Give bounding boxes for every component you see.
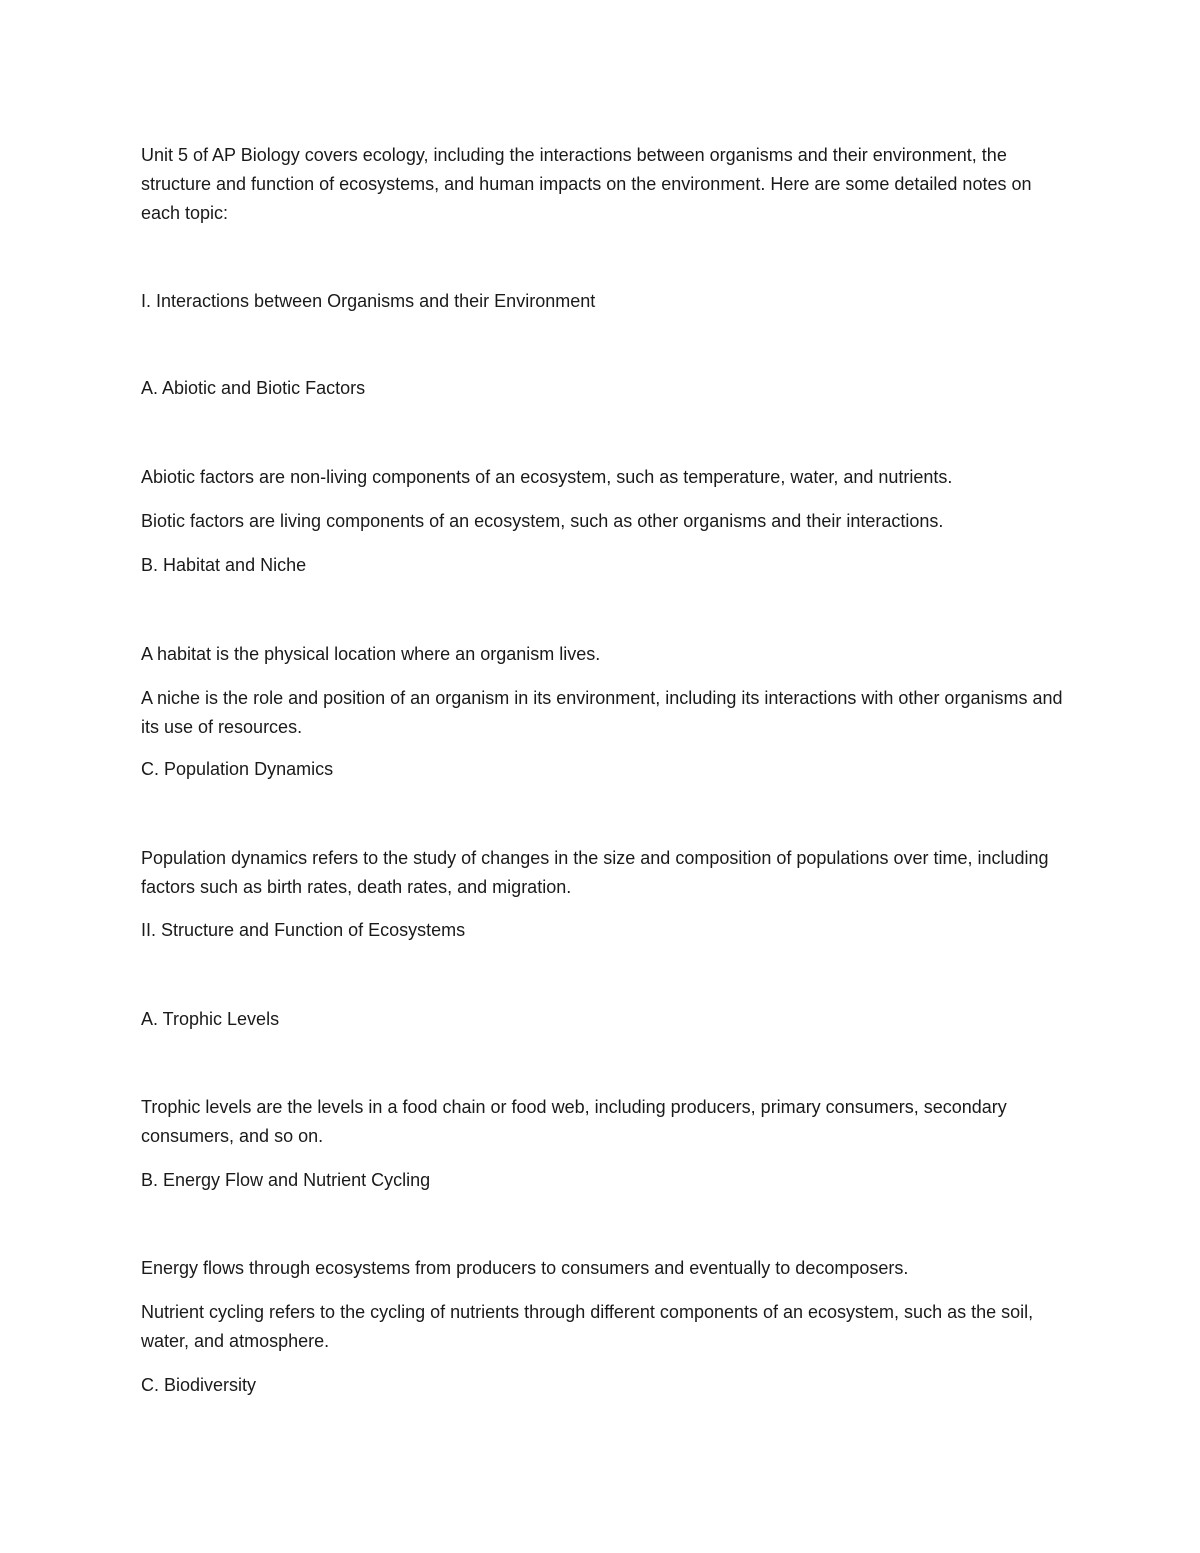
section-1-heading: I. Interactions between Organisms and their Environment (141, 291, 596, 311)
abiotic-paragraph: Abiotic factors are non-living components of an ecosystem, such as temperature, water, and nutrients. (141, 467, 953, 487)
niche-paragraph: A niche is the role and position of an organism in its environment, including its interactions with other organisms and its use of resources. (141, 688, 1063, 737)
energy-flow-paragraph: Energy flows through ecosystems from producers to consumers and eventually to decomposers. (141, 1258, 909, 1278)
section-2-heading: II. Structure and Function of Ecosystems (141, 920, 466, 940)
section-2a-heading: A. Trophic Levels (141, 1009, 280, 1029)
section-2b-heading: B. Energy Flow and Nutrient Cycling (141, 1170, 431, 1190)
habitat-paragraph: A habitat is the physical location where an organism lives. (141, 644, 601, 664)
trophic-levels-paragraph: Trophic levels are the levels in a food chain or food web, including producers, primary consumers, secondary consumers, and so on. (141, 1097, 1007, 1146)
section-1b-heading: B. Habitat and Niche (141, 555, 307, 575)
biotic-paragraph: Biotic factors are living components of an ecosystem, such as other organisms and their interactions. (141, 511, 944, 531)
section-2c-heading: C. Biodiversity (141, 1375, 257, 1395)
population-dynamics-paragraph: Population dynamics refers to the study of changes in the size and composition of populations over time, including factors such as birth rates, death rates, and migration. (141, 848, 1049, 897)
nutrient-cycling-paragraph: Nutrient cycling refers to the cycling of nutrients through different components of an ecosystem, such as the soil, water, and atmosphere. (141, 1302, 1034, 1351)
section-1a-heading: A. Abiotic and Biotic Factors (141, 378, 366, 398)
intro-paragraph: Unit 5 of AP Biology covers ecology, including the interactions between organisms and their environment, the structure and function of ecosystems, and human impacts on the environment. Here are some detailed notes on each topic: (141, 145, 1032, 223)
section-1c-heading: C. Population Dynamics (141, 759, 334, 779)
